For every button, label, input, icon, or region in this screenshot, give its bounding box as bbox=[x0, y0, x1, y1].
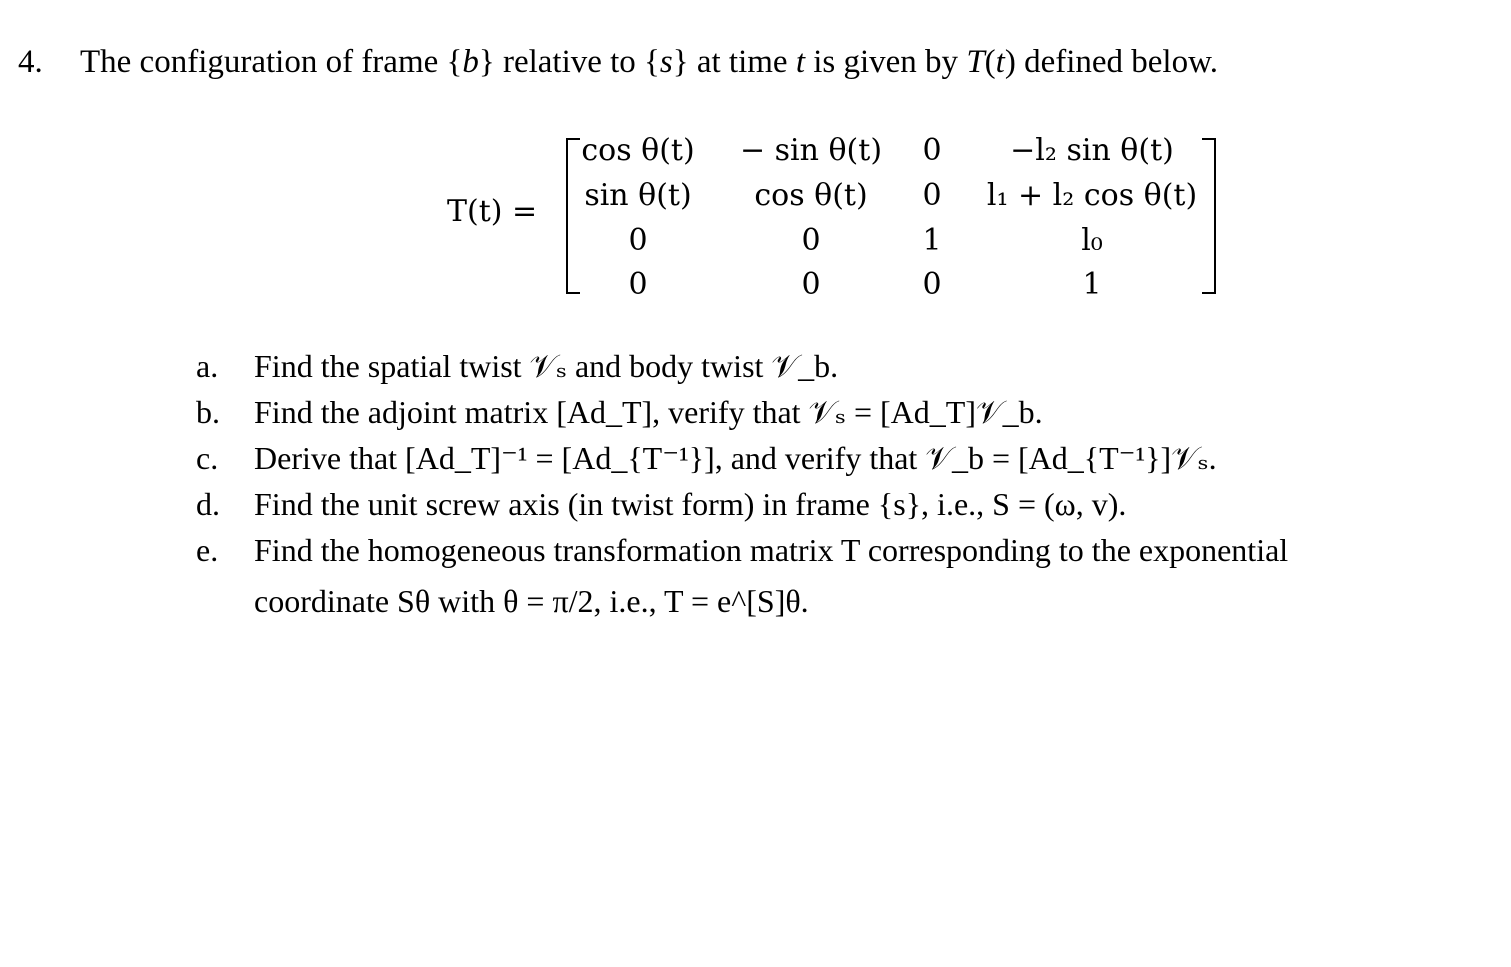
part-d-text: Find the unit screw axis (in twist form) in frame {s}, i.e., S = (ω, v). bbox=[254, 486, 1127, 522]
part-a-text: Find the spatial twist 𝒱ₛ and body twist 𝒱_b. bbox=[254, 348, 839, 384]
matrix-cell-r0c2: 0 bbox=[922, 133, 942, 168]
matrix-left-bracket bbox=[566, 138, 580, 294]
matrix-cell-r3c1: 0 bbox=[801, 267, 821, 302]
problem-statement: The configuration of frame {b} relative to {s} at time t is given by T(t) defined below. bbox=[80, 44, 1219, 80]
problem-number: 4. bbox=[18, 44, 43, 80]
matrix-cell-r1c1: cos θ(t) bbox=[754, 178, 868, 213]
matrix-cell-r1c0: sin θ(t) bbox=[584, 178, 692, 213]
part-e-text: Find the homogeneous transformation matrix T corresponding to the exponential bbox=[254, 532, 1289, 568]
part-e-letter: e. bbox=[196, 532, 219, 568]
matrix-cell-r0c3: −l₂ sin θ(t) bbox=[1010, 133, 1174, 168]
matrix-label: T(t) = bbox=[447, 194, 538, 229]
matrix-cell-r3c3: 1 bbox=[1082, 267, 1102, 302]
matrix-cell-r0c1: − sin θ(t) bbox=[739, 133, 883, 168]
matrix-cell-r2c0: 0 bbox=[628, 223, 648, 258]
part-b-text: Find the adjoint matrix [Ad_T], verify that 𝒱ₛ = [Ad_T]𝒱_b. bbox=[254, 394, 1043, 430]
matrix-cell-r3c2: 0 bbox=[922, 267, 942, 302]
matrix-cell-r1c3: l₁ + l₂ cos θ(t) bbox=[986, 178, 1198, 213]
part-d-letter: d. bbox=[196, 486, 220, 522]
part-b-letter: b. bbox=[196, 394, 220, 430]
matrix-cell-r3c0: 0 bbox=[628, 267, 648, 302]
matrix-cell-r2c3: l₀ bbox=[1081, 223, 1103, 258]
matrix-right-bracket bbox=[1202, 138, 1216, 294]
part-e-text-continued: coordinate Sθ with θ = π/2, i.e., T = e^[S]θ. bbox=[254, 583, 809, 619]
matrix-cell-r1c2: 0 bbox=[922, 178, 942, 213]
matrix-cell-r2c2: 1 bbox=[922, 223, 942, 258]
matrix-cell-r2c1: 0 bbox=[801, 223, 821, 258]
part-c-letter: c. bbox=[196, 440, 219, 476]
matrix-cell-r0c0: cos θ(t) bbox=[581, 133, 695, 168]
part-c-text: Derive that [Ad_T]⁻¹ = [Ad_{T⁻¹}], and verify that 𝒱_b = [Ad_{T⁻¹}]𝒱ₛ. bbox=[254, 440, 1217, 476]
part-a-letter: a. bbox=[196, 348, 219, 384]
